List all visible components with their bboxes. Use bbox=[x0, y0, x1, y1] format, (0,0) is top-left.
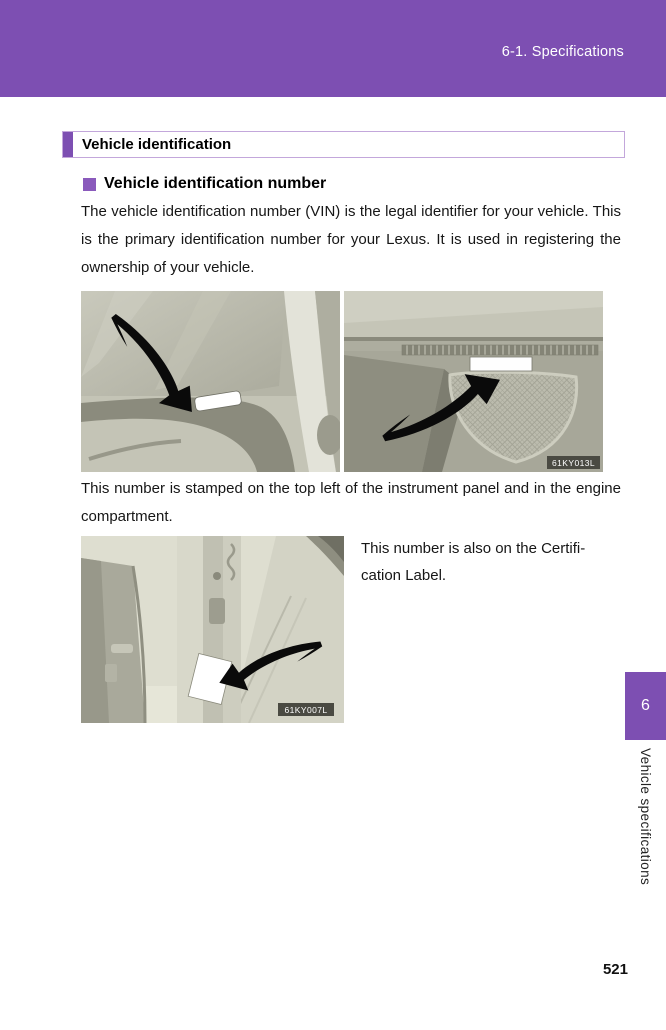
figure-vin-engine-compartment bbox=[344, 291, 603, 472]
chapter-tab bbox=[625, 672, 666, 740]
b-pillar-edge bbox=[223, 536, 241, 723]
section-accent-bar bbox=[63, 132, 73, 157]
watermark-badge bbox=[278, 703, 334, 716]
chapter-label-vertical: Vehicle specifications bbox=[638, 748, 653, 886]
door-latch bbox=[209, 598, 225, 624]
square-bullet-icon bbox=[83, 178, 96, 191]
watermark-code: 61KY007L bbox=[284, 705, 328, 715]
watermark-code: 61KY013L bbox=[552, 458, 595, 468]
watermark-badge bbox=[547, 456, 600, 469]
vin-stamp-label bbox=[470, 357, 532, 371]
figure-certification-label bbox=[81, 536, 344, 723]
seat-control-switch bbox=[111, 644, 133, 653]
seat-control-lever bbox=[105, 664, 117, 682]
vin-intro-paragraph: The vehicle identification number (VIN) is the legal identifier for your vehicle. This is the primary identification number for your Lexus. It is used in registering the ownership of your vehicle. bbox=[81, 203, 621, 276]
section-title: Vehicle identification bbox=[82, 136, 232, 153]
certification-caption-line1: This number is also on the Certifi- bbox=[361, 540, 586, 557]
cowl-vent-grille bbox=[402, 345, 598, 355]
latch-bolt bbox=[213, 572, 221, 580]
subsection-header bbox=[83, 175, 326, 193]
subsection-title: Vehicle identification number bbox=[104, 175, 327, 192]
chapter-number: 6 bbox=[641, 697, 650, 714]
cowl-edge bbox=[344, 337, 603, 341]
breadcrumb: 6-1. Specifications bbox=[501, 44, 624, 60]
certification-caption-line2: cation Label. bbox=[361, 567, 447, 584]
page-number: 521 bbox=[602, 961, 628, 978]
chapter-label-wrap bbox=[625, 748, 666, 885]
section-header bbox=[62, 131, 625, 158]
certification-caption bbox=[361, 535, 585, 589]
figure-vin-instrument-panel bbox=[81, 291, 340, 472]
stamped-caption: This number is stamped on the top left of the instrument panel and in the engine compartment. bbox=[81, 480, 621, 525]
